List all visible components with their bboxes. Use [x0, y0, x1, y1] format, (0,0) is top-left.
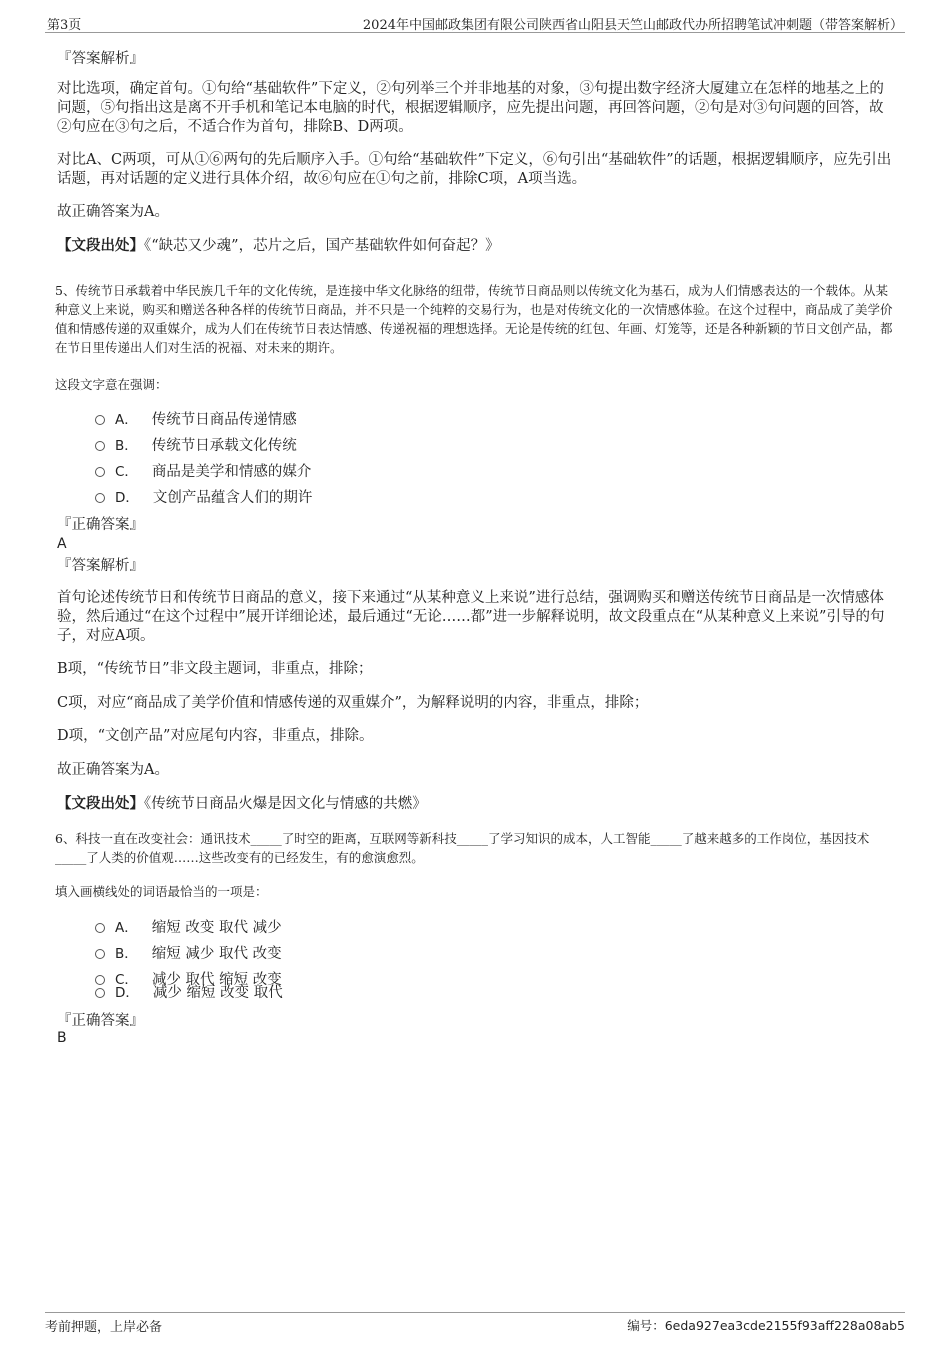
page-header [45, 14, 905, 33]
q6-option-c[interactable]: C． 减少 取代 缩短 改变 [95, 970, 282, 990]
q5-option-c[interactable]: C． 商品是美学和情感的媒介 [95, 462, 311, 482]
document-id: 编号：6eda927ea3cde2155f93aff228a08ab5 [627, 1318, 905, 1333]
q5-option-d[interactable]: D． 文创产品蕴含人们的期许 [95, 488, 312, 508]
q5-analysis-label: 『答案解析』 [57, 558, 144, 574]
page-number: 第3页 [47, 18, 82, 33]
q6-option-d[interactable]: D． 减少 缩短 改变 取代 [95, 983, 283, 1003]
q5-source [57, 794, 892, 814]
footer-slogan: 考前押题，上岸必备 [45, 1320, 163, 1335]
q5-source-title: 《传统节日商品火爆是因文化与情感的共燃》 [144, 796, 427, 812]
q5-analysis-p4: D项，“文创产品”对应尾句内容，非重点，排除。 [57, 728, 374, 744]
q4-analysis-label: 『答案解析』 [57, 51, 144, 67]
q4-source-label: 【文段出处】 [57, 237, 144, 254]
q4-source [57, 236, 892, 256]
q4-source-title: 《“缺芯又少魂”，芯片之后，国产基础软件如何奋起？》 [144, 238, 500, 254]
q4-analysis-p1: 对比选项，确定首句。①句给“基础软件”下定义，②句列举三个并非地基的对象，③句提出数字经济大厦建立在怎样的地基之上的问题，⑤句指出这是离不开手机和笔记本电脑的时代，根据逻辑顺序，应先提出问题，再回答问题，②句是对③句问题的回答，故②句应在③句之后，不适合作为首句，排除B、D两项。 [57, 81, 884, 135]
q5-answer: A [57, 536, 67, 552]
q5-source-label: 【文段出处】 [57, 795, 144, 812]
radio-icon[interactable] [95, 493, 105, 503]
q6-answer-label: 『正确答案』 [57, 1013, 144, 1029]
q4-analysis-p2: 对比A、C两项，可从①⑥两句的先后顺序入手。①句给“基础软件”下定义，⑥句引出“基础软件”的话题，根据逻辑顺序，应先引出话题，再对话题的定义进行具体介绍，故⑥句应在①句之前，排除C项，A项当选。 [57, 152, 892, 187]
q5-option-b[interactable]: B． 传统节日承载文化传统 [95, 436, 297, 456]
q6-ask: 填入画横线处的词语最恰当的一项是： [55, 884, 268, 899]
q5-option-a[interactable]: A． 传统节日商品传递情感 [95, 410, 297, 430]
radio-icon[interactable] [95, 923, 105, 933]
radio-icon[interactable] [95, 415, 105, 425]
radio-icon[interactable] [95, 988, 105, 998]
q4-analysis-conclusion: 故正确答案为A。 [57, 204, 169, 220]
q5-analysis-p2: B项，“传统节日”非文段主题词，非重点，排除； [57, 661, 373, 677]
q5-analysis-p1: 首句论述传统节日和传统节日商品的意义，接下来通过“从某种意义上来说”进行总结，强调购买和赠送传统节日商品是一次情感体验，然后通过“在这个过程中”展开详细论述，最后通过“无论……都”进一步解释说明，故文段重点在“从某种意义上来说”引导的句子，对应A项。 [57, 590, 885, 644]
radio-icon[interactable] [95, 441, 105, 451]
q6-answer: B [57, 1030, 67, 1046]
q6-stem: 6、科技一直在改变社会：通讯技术_____了时空的距离，互联网等新科技_____了学习知识的成本，人工智能_____了越来越多的工作岗位，基因技术_____了人类的价值观……这些改变有的已经发生，有的愈演愈烈。 [55, 831, 870, 865]
q5-answer-label: 『正确答案』 [57, 517, 144, 533]
document-title: 2024年中国邮政集团有限公司陕西省山阳县天竺山邮政代办所招聘笔试冲刺题（带答案解析） [362, 18, 903, 33]
q5-ask: 这段文字意在强调： [55, 377, 168, 392]
q5-analysis-p3: C项，对应“商品成了美学价值和情感传递的双重媒介”，为解释说明的内容，非重点，排除； [57, 695, 649, 711]
radio-icon[interactable] [95, 467, 105, 477]
q6-option-b[interactable]: B． 缩短 减少 取代 改变 [95, 944, 282, 964]
page-footer [45, 1312, 905, 1333]
q6-option-a[interactable]: A． 缩短 改变 取代 减少 [95, 918, 282, 938]
q5-analysis-conclusion: 故正确答案为A。 [57, 762, 169, 778]
q5-stem: 5、传统节日承载着中华民族几千年的文化传统，是连接中华文化脉络的纽带，传统节日商品则以传统文化为基石，成为人们情感表达的一个载体。从某种意义上来说，购买和赠送各种各样的传统节日商品，并不只是一个纯粹的交易行为，也是对传统文化的一次情感体验。在这个过程中，商品成了美学价值和情感传递的双重媒介，成为人们在传统节日表达情感、传递祝福的理想选择。无论是传统的红包、年画、灯笼等，还是各种新颖的节日文创产品，都在节日里传递出人们对生活的祝福、对未来的期许。 [55, 283, 893, 355]
radio-icon[interactable] [95, 949, 105, 959]
